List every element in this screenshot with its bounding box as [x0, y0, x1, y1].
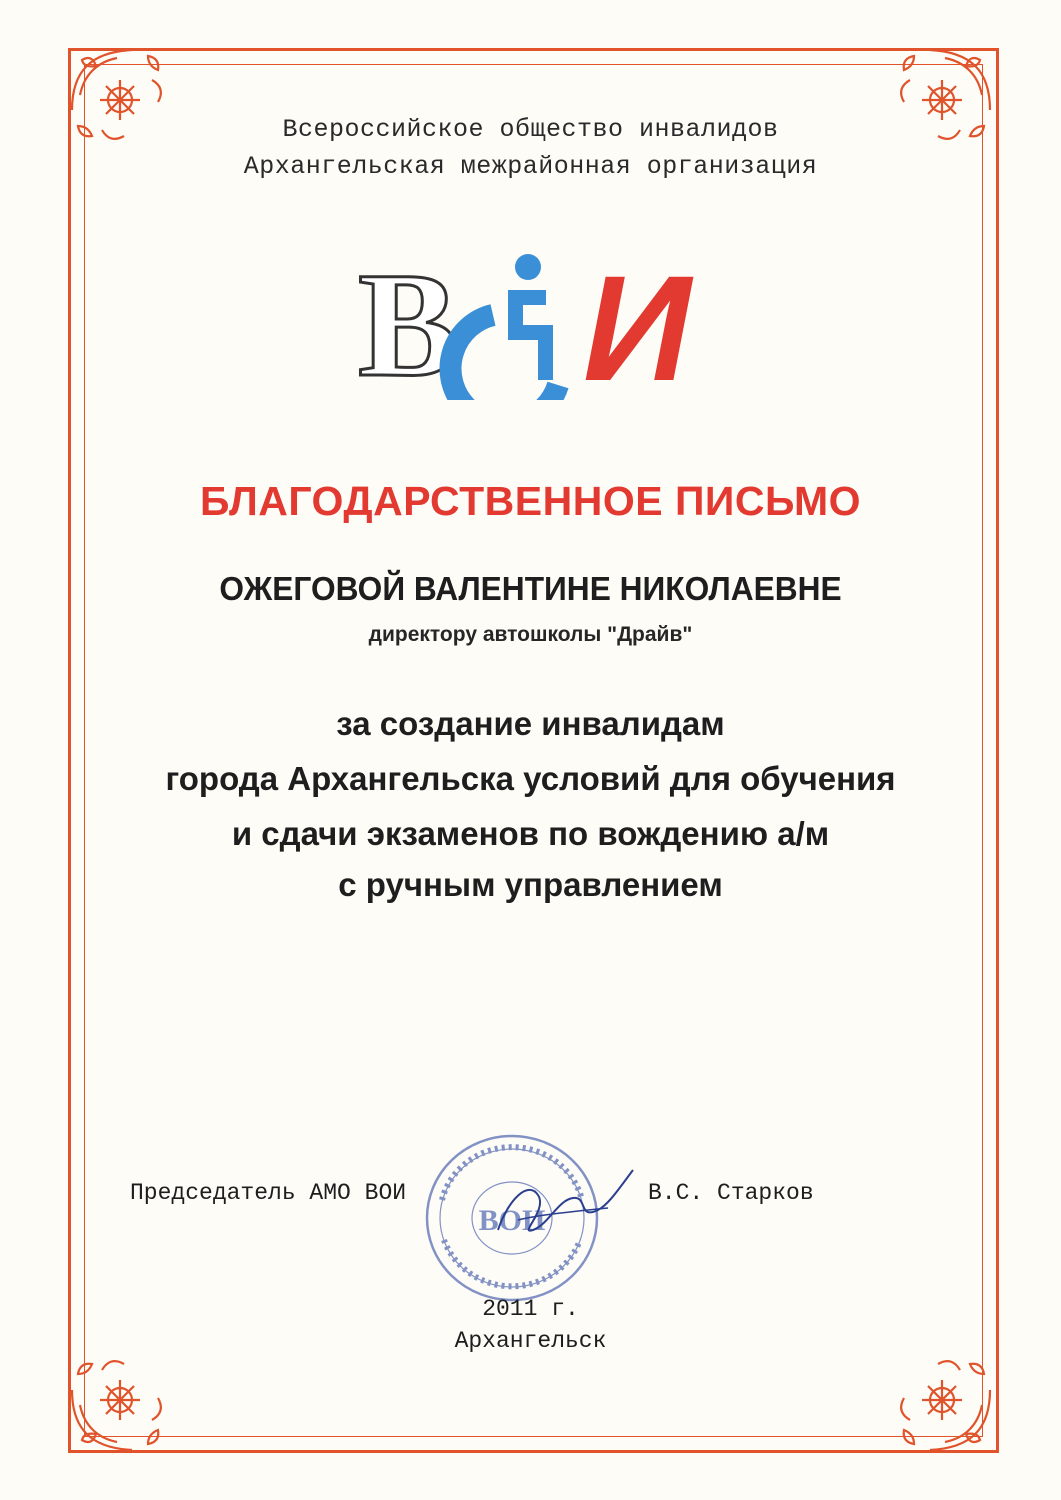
- logo-letter-i: И: [583, 245, 691, 400]
- reason-line: за создание инвалидам: [336, 705, 725, 742]
- reason-line: с ручным управлением: [338, 866, 723, 903]
- letter-title: БЛАГОДАРСТВЕННОЕ ПИСЬМО: [200, 478, 861, 524]
- signature-icon: [478, 1160, 638, 1250]
- org-name-line2: Архангельская межрайонная организация: [243, 152, 818, 181]
- issue-city: Архангельск: [454, 1328, 607, 1354]
- signatory-name: В.С. Старков: [648, 1180, 814, 1206]
- signatory-title: Председатель АМО ВОИ: [130, 1180, 407, 1206]
- corner-ornament-icon: [880, 1340, 1000, 1460]
- reason-line: города Архангельска условий для обучения: [165, 760, 896, 797]
- corner-ornament-icon: [62, 1340, 182, 1460]
- voi-logo: [358, 245, 703, 400]
- logo-letter-v: В: [358, 245, 459, 400]
- recipient-name: ОЖЕГОВОЙ ВАЛЕНТИНЕ НИКОЛАЕВНЕ: [219, 570, 842, 607]
- issue-year: 2011 г.: [482, 1296, 579, 1322]
- org-name-line1: Всероссийское общество инвалидов: [282, 115, 779, 144]
- wheelchair-icon: [451, 254, 558, 400]
- recipient-position: директору автошколы "Драйв": [368, 623, 693, 646]
- stamp-text: ВОИ: [478, 1204, 546, 1237]
- reason-line: и сдачи экзаменов по вождению а/м: [231, 815, 830, 852]
